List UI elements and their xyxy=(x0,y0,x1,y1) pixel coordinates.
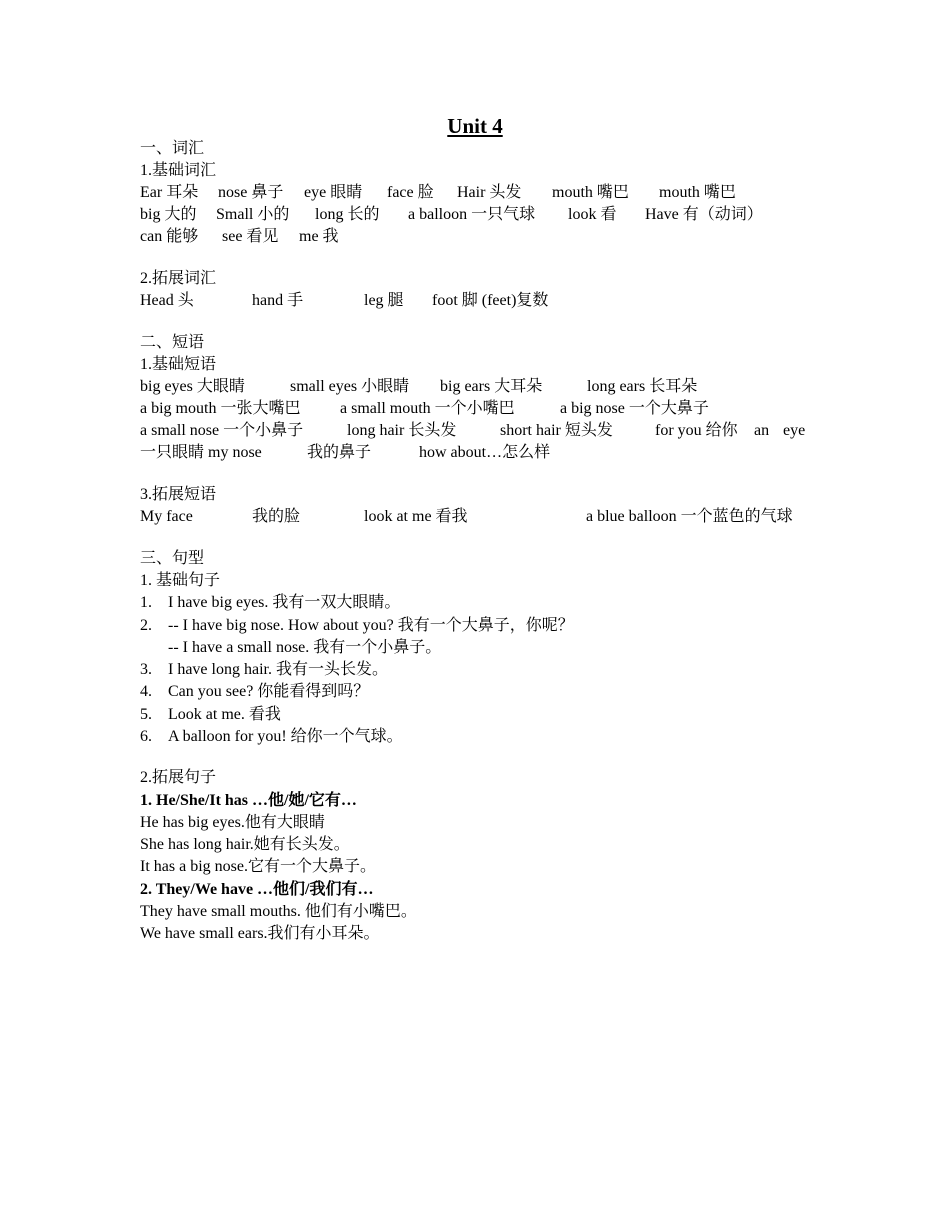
phrase: a big nose 一个大鼻子 xyxy=(560,400,709,417)
vocab-word: Head 头 xyxy=(140,292,194,309)
vocab-heading: 一、词汇 xyxy=(140,140,205,157)
sentence-number: 5. xyxy=(140,706,152,723)
vocab-word: a balloon 一只气球 xyxy=(408,206,536,223)
vocab-word: can 能够 xyxy=(140,228,199,245)
sentence-text: A balloon for you! 给你一个气球。 xyxy=(168,728,403,745)
ext-sentence: She has long hair.她有长头发。 xyxy=(140,836,350,853)
phrase: look at me 看我 xyxy=(364,508,468,525)
vocab-word: mouth 嘴巴 xyxy=(552,184,629,201)
phrase: 我的脸 xyxy=(252,508,301,525)
vocab-word: Small 小的 xyxy=(216,206,290,223)
phrase: a small mouth 一个小嘴巴 xyxy=(340,400,515,417)
page-title: Unit 4 xyxy=(447,114,503,138)
phrase: big ears 大耳朵 xyxy=(440,378,543,395)
vocab-word: nose 鼻子 xyxy=(218,184,284,201)
vocab-word: face 脸 xyxy=(387,184,434,201)
sentence-text: -- I have big nose. How about you? 我有一个大鼻子，你呢？ xyxy=(168,617,574,634)
sentence-number: 4. xyxy=(140,683,152,700)
vocab-word: foot 脚 (feet)复数 xyxy=(432,292,549,309)
basic-phrases-heading: 1.基础短语 xyxy=(140,356,217,373)
phrase: 我的鼻子 xyxy=(307,444,372,461)
sentence-text: I have long hair. 我有一头长发。 xyxy=(168,661,388,678)
sentence-text: -- I have a small nose. 我有一个小鼻子。 xyxy=(168,639,442,656)
ext-pattern-heading: 1. He/She/It has …他/她/它有… xyxy=(140,792,357,809)
ext-sentence: They have small mouths. 他们有小嘴巴。 xyxy=(140,903,417,920)
phrase: long hair 长头发 xyxy=(347,422,457,439)
ext-sentence: We have small ears.我们有小耳朵。 xyxy=(140,925,380,942)
ext-phrases-heading: 3.拓展短语 xyxy=(140,486,217,503)
ext-sentence: It has a big nose.它有一个大鼻子。 xyxy=(140,858,376,875)
vocab-word: see 看见 xyxy=(222,228,279,245)
ext-sentence: He has big eyes.他有大眼睛 xyxy=(140,814,325,831)
vocab-word: me 我 xyxy=(299,228,339,245)
vocab-word: look 看 xyxy=(568,206,617,223)
sentence-text: Look at me. 看我 xyxy=(168,706,281,723)
basic-vocab-heading: 1.基础词汇 xyxy=(140,162,217,179)
sentence-number: 2. xyxy=(140,617,152,634)
vocab-word: eye 眼睛 xyxy=(304,184,363,201)
sentence-text: I have big eyes. 我有一双大眼睛。 xyxy=(168,594,401,611)
phrase: an xyxy=(754,422,770,439)
vocab-word: Ear 耳朵 xyxy=(140,184,199,201)
ext-pattern-heading: 2. They/We have …他们/我们有… xyxy=(140,881,374,898)
phrase: a blue balloon 一个蓝色的气球 xyxy=(586,508,793,525)
phrase: how about…怎么样 xyxy=(419,444,551,461)
ext-sentences-heading: 2.拓展句子 xyxy=(140,769,217,786)
phrase: long ears 长耳朵 xyxy=(587,378,698,395)
sentence-text: Can you see? 你能看得到吗？ xyxy=(168,683,370,700)
phrase: a big mouth 一张大嘴巴 xyxy=(140,400,301,417)
vocab-word: hand 手 xyxy=(252,292,304,309)
vocab-word: Hair 头发 xyxy=(457,184,522,201)
vocab-word: long 长的 xyxy=(315,206,380,223)
phrase: a small nose 一个小鼻子 xyxy=(140,422,304,439)
phrase: short hair 短头发 xyxy=(500,422,613,439)
basic-sentences-heading: 1. 基础句子 xyxy=(140,572,221,589)
phrase: 一只眼睛 my nose xyxy=(140,444,262,461)
sentence-number: 3. xyxy=(140,661,152,678)
vocab-word: big 大的 xyxy=(140,206,197,223)
phrase: My face xyxy=(140,508,193,525)
sentence-number: 1. xyxy=(140,594,152,611)
vocab-word: leg 腿 xyxy=(364,292,404,309)
phrase: for you 给你 xyxy=(655,422,738,439)
ext-vocab-heading: 2.拓展词汇 xyxy=(140,270,217,287)
phrases-heading: 二、短语 xyxy=(140,334,205,351)
phrase: small eyes 小眼睛 xyxy=(290,378,410,395)
phrase: big eyes 大眼睛 xyxy=(140,378,245,395)
sentence-number: 6. xyxy=(140,728,152,745)
sentences-heading: 三、句型 xyxy=(140,550,205,567)
phrase: eye xyxy=(783,422,806,439)
vocab-word: Have 有（动词） xyxy=(645,206,763,223)
vocab-word: mouth 嘴巴 xyxy=(659,184,736,201)
